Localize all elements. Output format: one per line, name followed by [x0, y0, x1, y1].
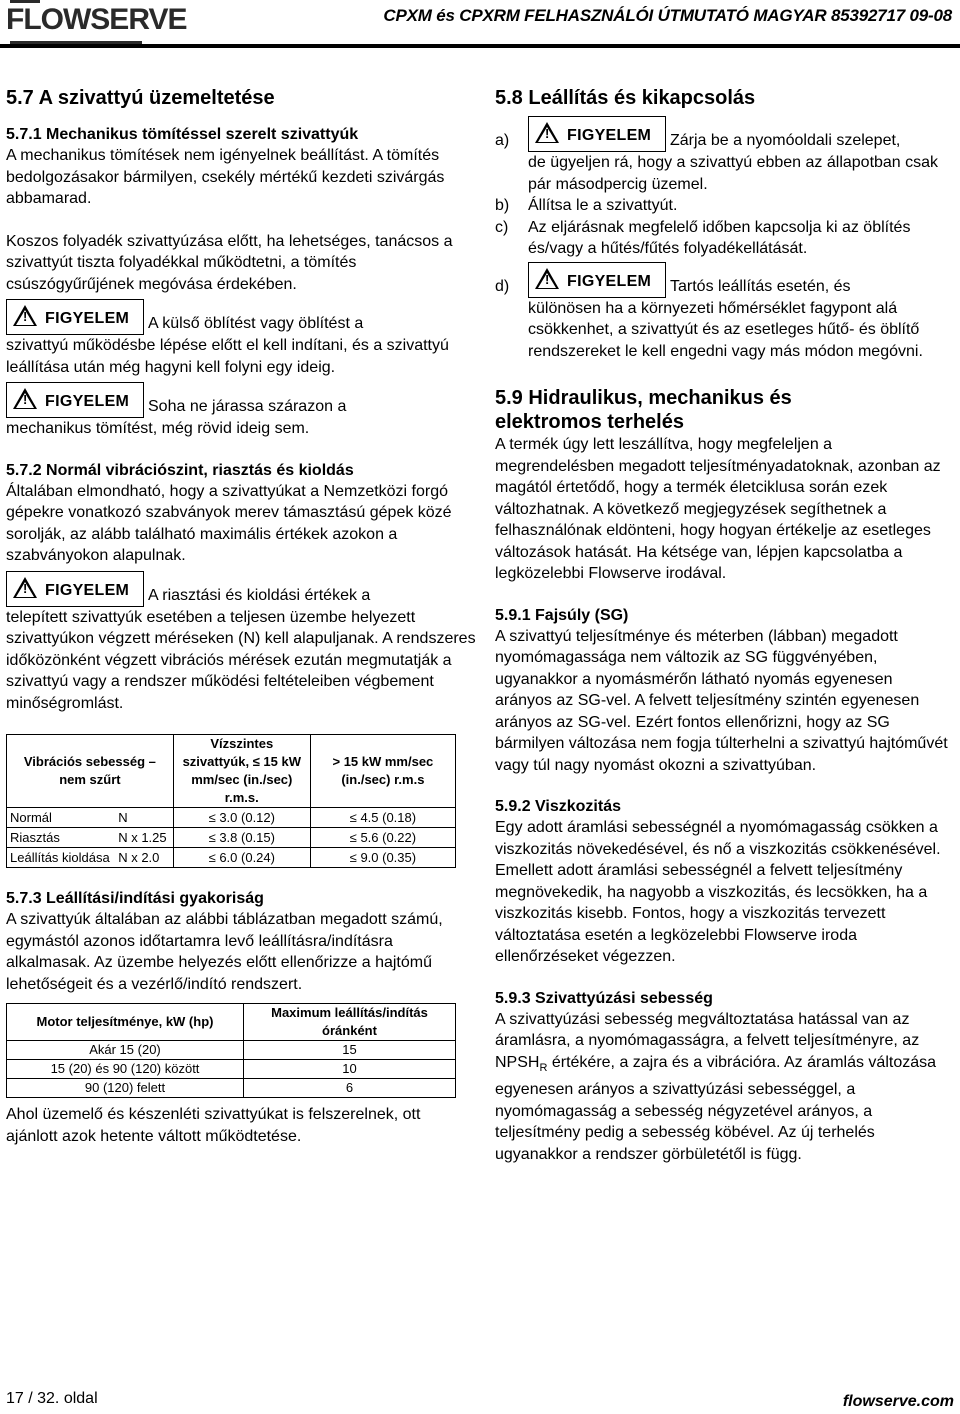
warning-block: ! FIGYELEM A külső öblítést vagy öblítést a [6, 299, 476, 335]
warning-icon: ! FIGYELEM [6, 299, 144, 335]
section-5-7-1-heading: 5.7.1 Mechanikus tömítéssel szerelt szivattyúk [6, 126, 359, 143]
section-5-7-3-heading: 5.7.3 Leállítási/indítási gyakoriság [6, 890, 264, 907]
table-row: Leállítás kioldása N x 2.0 ≤ 6.0 (0.24) ≤ 9.0 (0.35) [7, 848, 456, 868]
list-item: c) Az eljárásnak megfelelő időben kapcsolja ki az öblítés és/vagy a hűtés/fűtés folyadékellátását. [495, 218, 911, 257]
paragraph: Egy adott áramlási sebességnél a nyomómagasság csökken a viszkozitás növekedésével, és nő a viszkozitás csökkenésével. Emellett adott áramlási sebességnél a felvett teljesítmény megnövekedik, ha nagyobb a viszkozitás, és lecsökken, ha a viszkozitás kisebb. Fontos, hogy a viszkozitás tervezett változtatása esetén a legközelebbi Flowserve iroda ellenőrzéseket végezzen. [495, 819, 941, 965]
section-5-9-3-heading: 5.9.3 Szivattyúzási sebesség [495, 989, 713, 1007]
table-row: Akár 15 (20) 15 [7, 1041, 456, 1060]
table-header: > 15 kW mm/sec (in./sec) r.m.s [310, 735, 455, 808]
section-5-9-1-heading: 5.9.1 Fajsúly (SG) [495, 606, 629, 624]
warning-icon: ! FIGYELEM [6, 571, 144, 607]
table-header: Vibrációs sebesség – nem szűrt [7, 735, 174, 808]
warning-block: ! FIGYELEM A riasztási és kioldási értékek a [6, 571, 476, 607]
table-header: Vízszintes szivattyúk, ≤ 15 kW mm/sec (in./sec) r.m.s. [173, 735, 310, 808]
list-item: d) ! FIGYELEM Tartós leállítás esetén, és különösen ha a környezeti hőmérséklet fagypont alá csökkenhet, a szivattyút és az esetleges hűtő- és öblítő rendszereket le kell engedni vagy más módon megóvni. [495, 262, 953, 363]
paragraph: Ahol üzemelő és készenléti szivattyúkat is felszerelnek, ott ajánlott azok hetente váltott működtetése. [6, 1106, 421, 1145]
paragraph: A szivattyúk általában az alábbi táblázatban megadott számú, egymástól azonos időtartamra levő leállításra/indításra alkalmasak. Az üzembe helyezés előtt ellenőrizze a hajtómű lehetőségeit és a vezérlő/indító rendszert. [6, 911, 443, 993]
warning-block: ! FIGYELEM Soha ne járassa szárazon a [6, 382, 476, 418]
header-title: CPXM és CPXRM FELHASZNÁLÓI ÚTMUTATÓ MAGYAR 85392717 09-08 [383, 6, 952, 25]
table-row: 90 (120) felett 6 [7, 1079, 456, 1098]
flowserve-logo: FLOWSERVE [6, 3, 146, 45]
paragraph: A szivattyú teljesítménye és méterben (lábban) megadott nyomómagassága nem változik az SG függvényében, ugyanakkor a nyomásmérőn látható nyomás egyenesen arányos az SG-vel. A felvett teljesítmény szintén egyenesen arányos az SG-vel. Ezért fontos ellenőrizni, hogy az SG bármilyen változása nem fogja túlterhelni a szivattyú hajtóművét vagy túl nagy nyomást okozni a szivattyúban. [495, 627, 948, 774]
paragraph: mechanikus tömítést, még rövid ideig sem. [6, 420, 310, 437]
section-5-7-2-heading: 5.7.2 Normál vibrációszint, riasztás és kioldás [6, 461, 354, 479]
table-row: Riasztás N x 1.25 ≤ 3.8 (0.15) ≤ 5.6 (0.22) [7, 828, 456, 848]
table-row: Normál N ≤ 3.0 (0.12) ≤ 4.5 (0.18) [7, 808, 456, 828]
section-5-9-heading: 5.9 Hidraulikus, mechanikus és elektromos terhelés [495, 387, 792, 433]
paragraph: A szivattyúzási sebesség megváltoztatása hatással van az áramlásra, a nyomómagasságra, a felvett teljesítményre, az $NPSH_R$ értékére, a zajra és a vibrációra. Az áramlás változása egyenesen arányos a szivattyúzási sebességgel, a nyomómagasság a sebesség négyzetével arányos, a teljesítmény pedig a sebesség köbével. Az új terhelés ugyanakkor a rendszer görbületétől is függ. [495, 1010, 937, 1163]
frequency-table [6, 1003, 456, 1098]
table-header: Maximum leállítás/indítás óránként [244, 1004, 456, 1041]
table-row: 15 (20) és 90 (120) között 10 [7, 1060, 456, 1079]
list-item: a) ! FIGYELEM Zárja be a nyomóoldali szelepet, de ügyeljen rá, hogy a szivattyú ebben az állapotban csak pár másodpercig üzemel. [495, 116, 953, 195]
section-5-9-2-heading: 5.9.2 Viszkozitás [495, 798, 621, 815]
vibration-table [6, 734, 456, 868]
warning-icon: ! FIGYELEM [528, 262, 666, 298]
paragraph: A termék úgy lett leszállítva, hogy megfeleljen a megrendelésben megadott teljesítményadatoknak, azonban az magától értetődő, hogy a termék életciklusa során ezek változhatnak. A következő megjegyzések segíthetnek a felhasználónak eldönteni, hogy hogyan értékelje az esetleges változások hatását. Ha kétsége van, lépjen kapcsolatba a legközelebbi Flowserve irodával. [495, 436, 941, 582]
table-header: Motor teljesítménye, kW (hp) [7, 1004, 244, 1041]
paragraph: Általában elmondható, hogy a szivattyúkat a Nemzetközi forgó gépekre vonatkozó szabványok merev támasztású gépek közé sorolják, az alább található maximális értékek azokon a szabványokon alapulnak. [6, 482, 452, 564]
section-5-8-heading: 5.8 Leállítás és kikapcsolás [495, 87, 756, 109]
header-rule [0, 44, 960, 48]
list-item: b) Állítsa le a szivattyút. [495, 197, 678, 214]
right-column [495, 86, 953, 1165]
left-column [6, 86, 476, 1147]
warning-icon: ! FIGYELEM [6, 382, 144, 418]
paragraph: A mechanikus tömítések nem igényelnek beállítást. A tömítés bedolgozásakor bármilyen, csekély mértékű kezdeti szivárgás abbamarad. [6, 147, 445, 207]
warning-icon: ! FIGYELEM [528, 116, 666, 152]
paragraph: szivattyú működésbe lépése előtt el kell indítani, és a szivattyú leállítása után még hagyni kell folyni egy ideig. [6, 337, 449, 376]
paragraph: telepített szivattyúk esetében a teljesen üzembe helyezett szivattyúkon végzett méréseken (N) kell alapuljanak. A rendszeres időközönként végzett vibrációs mérések ezután megmutatják a szivattyú vagy a rendszer működési feltételeiben végbement minőségromlást. [6, 608, 476, 712]
paragraph: Koszos folyadék szivattyúzása előtt, ha lehetséges, tanácsos a szivattyút tiszta folyadékkal működtetni, a tömítés csúszógyűrűjének megóvása érdekében. [6, 232, 453, 293]
page-number: 17 / 32. oldal [6, 1390, 98, 1407]
website-link[interactable]: flowserve.com [842, 1393, 954, 1410]
section-5-7-heading: 5.7 A szivattyú üzemeltetése [6, 87, 275, 109]
